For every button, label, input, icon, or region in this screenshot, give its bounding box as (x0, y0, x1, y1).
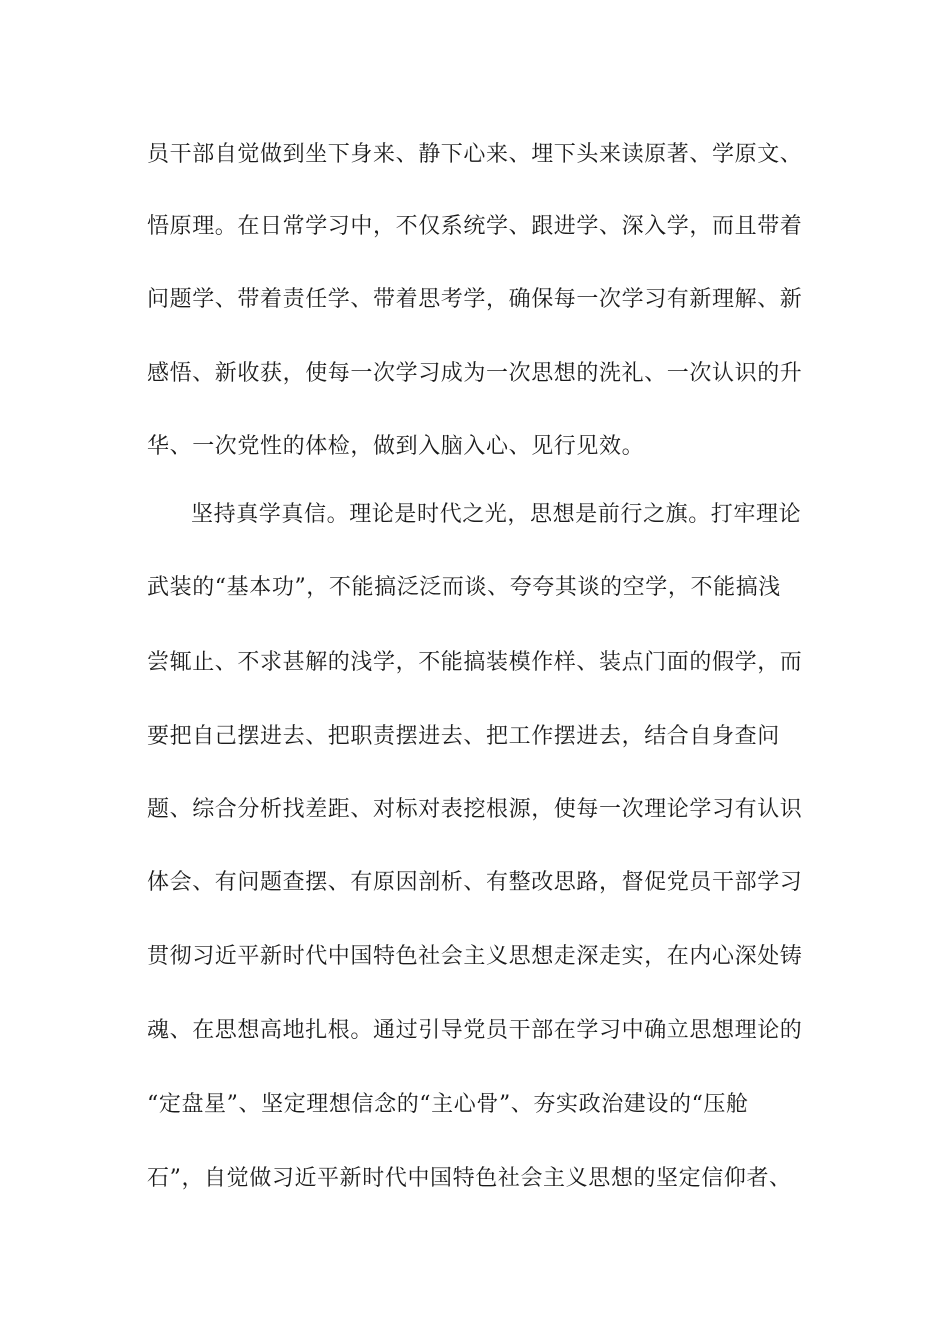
text-line-1: 员干部自觉做到坐下身来、静下心来、埋下头来读原著、学原文、 (147, 142, 803, 167)
text-line-2: 悟原理。在日常学习中，不仅系统学、跟进学、深入学，而且带着 (147, 214, 803, 239)
text-line-13: 魂、在思想高地扎根。通过引导党员干部在学习中确立思想理论的 (147, 1018, 803, 1043)
text-line-6-paragraph-start: 坚持真学真信。理论是时代之光，思想是前行之旗。打牢理论 (191, 502, 802, 527)
text-line-5: 华、一次党性的体检，做到入脑入心、见行见效。 (147, 434, 645, 459)
text-line-11: 体会、有问题查摆、有原因剖析、有整改思路，督促党员干部学习 (147, 870, 803, 895)
text-line-14: “定盘星”、坚定理想信念的“主心骨”、夯实政治建设的“压舱 (147, 1092, 749, 1117)
text-line-4: 感悟、新收获，使每一次学习成为一次思想的洗礼、一次认识的升 (147, 361, 803, 386)
text-line-3: 问题学、带着责任学、带着思考学，确保每一次学习有新理解、新 (147, 287, 803, 312)
text-line-12: 贯彻习近平新时代中国特色社会主义思想走深走实，在内心深处铸 (147, 944, 803, 969)
text-line-15: 石”，自觉做习近平新时代中国特色社会主义思想的坚定信仰者、 (147, 1166, 792, 1191)
text-line-9: 要把自己摆进去、把职责摆进去、把工作摆进去，结合自身查问 (147, 724, 780, 749)
text-line-8: 尝辄止、不求甚解的浅学，不能搞装模作样、装点门面的假学，而 (147, 650, 803, 675)
text-line-10: 题、综合分析找差距、对标对表挖根源，使每一次理论学习有认识 (147, 797, 803, 822)
text-line-7: 武装的“基本功”，不能搞泛泛而谈、夸夸其谈的空学，不能搞浅 (147, 575, 781, 600)
